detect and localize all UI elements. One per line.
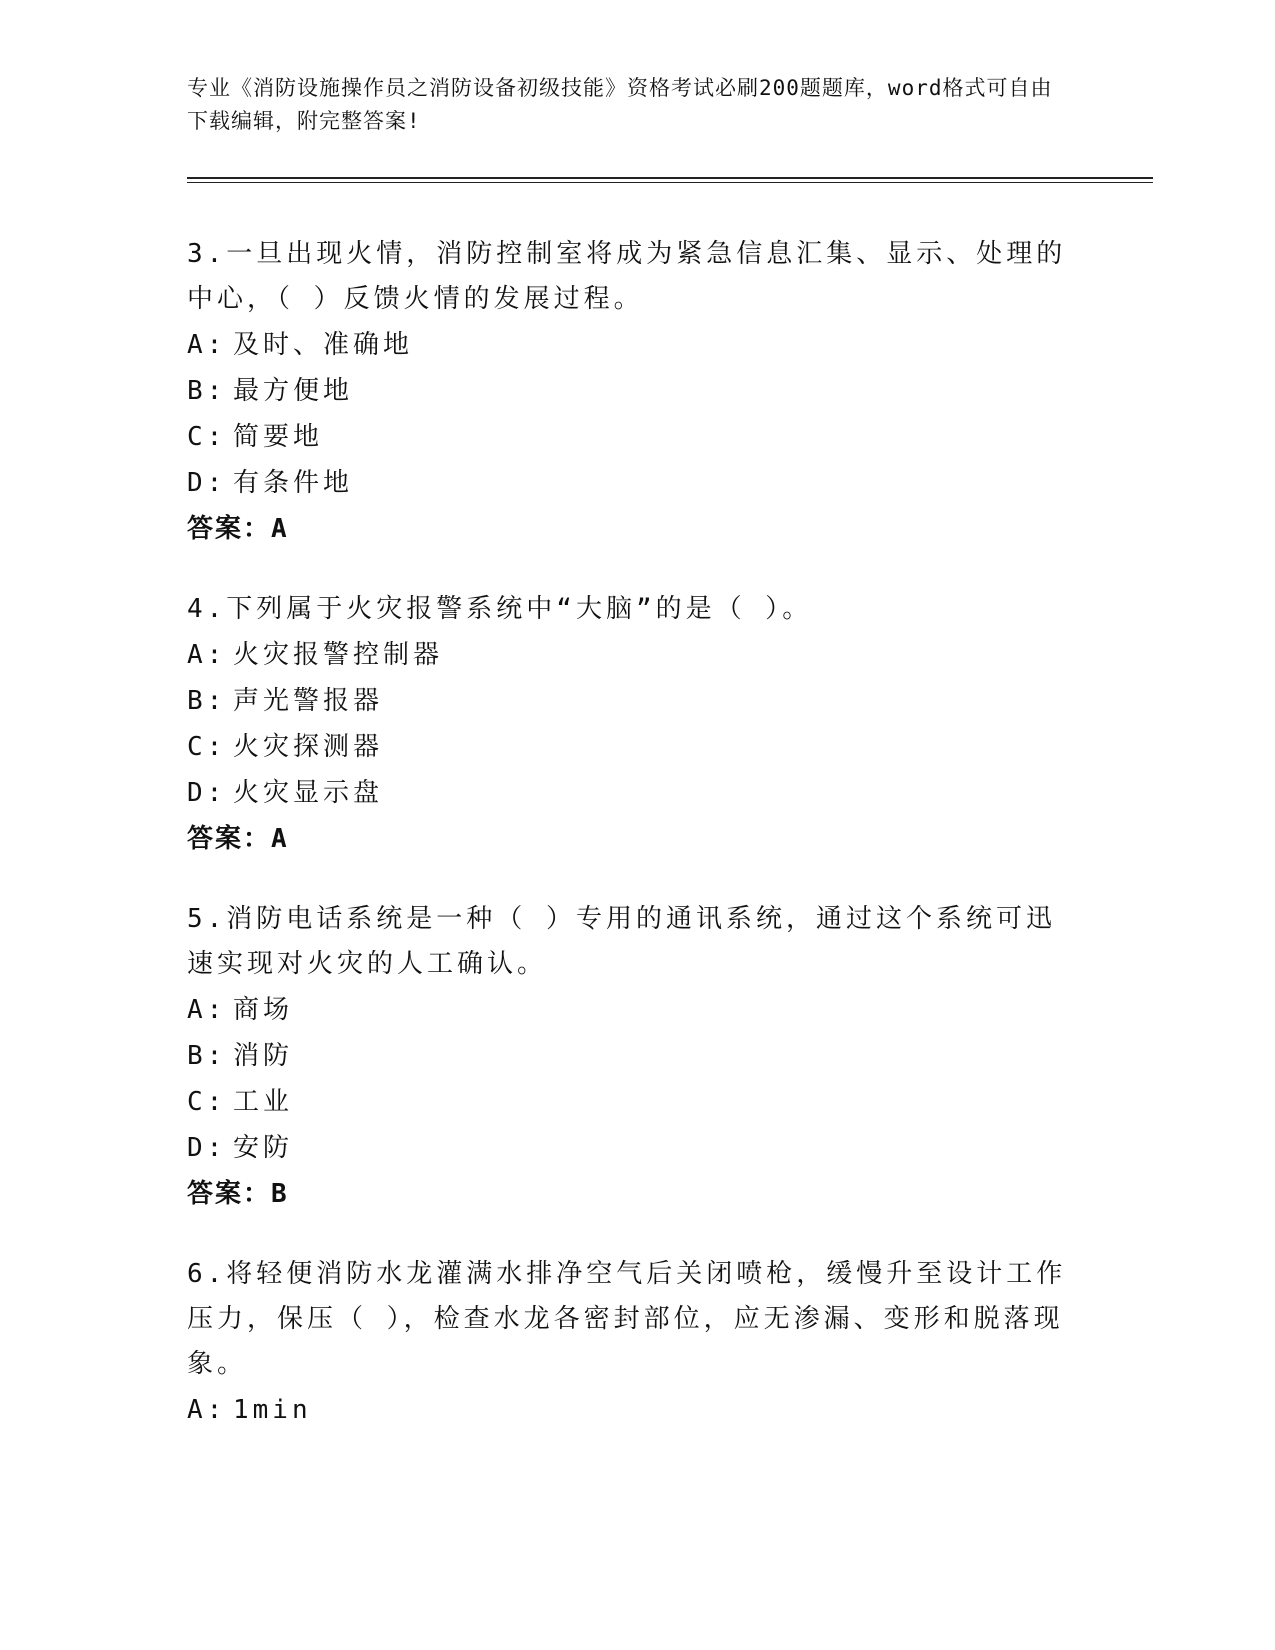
option-key: C: <box>187 732 227 762</box>
option-key: B: <box>187 1041 227 1071</box>
option-c <box>187 1079 1067 1125</box>
option-key: A: <box>187 995 227 1025</box>
option-key: B: <box>187 686 227 716</box>
option-a <box>187 632 1067 678</box>
option-d <box>187 770 1067 816</box>
option-key: B: <box>187 376 227 406</box>
option-text: 火灾报警控制器 <box>233 640 444 670</box>
option-b <box>187 1033 1067 1079</box>
option-a <box>187 322 1067 368</box>
question-stem: 6.将轻便消防水龙灌满水排净空气后关闭喷枪，缓慢升至设计工作压力，保压（ ），检查水龙各密封部位，应无渗漏、变形和脱落现象。 <box>187 1259 1067 1379</box>
option-d <box>187 1125 1067 1171</box>
option-text: 有条件地 <box>233 468 354 498</box>
document-header: 专业《消防设施操作员之消防设备初级技能》资格考试必刷200题题库，word格式可自由下载编辑，附完整答案! <box>187 76 1053 133</box>
option-key: A: <box>187 1395 227 1425</box>
option-b <box>187 678 1067 724</box>
option-text: 火灾探测器 <box>233 732 384 762</box>
answer-label: 答案：A <box>187 824 289 854</box>
option-text: 商场 <box>233 995 294 1025</box>
option-text: 消防 <box>233 1041 294 1071</box>
answer-label: 答案：B <box>187 1179 289 1209</box>
option-key: D: <box>187 1133 227 1163</box>
question-stem: 5.消防电话系统是一种（ ）专用的通讯系统，通过这个系统可迅速实现对火灾的人工确认。 <box>187 904 1056 979</box>
option-key: C: <box>187 1087 227 1117</box>
option-key: A: <box>187 640 227 670</box>
option-text: 火灾显示盘 <box>233 778 384 808</box>
option-text: 及时、准确地 <box>233 330 414 360</box>
option-d <box>187 460 1067 506</box>
question-4 <box>187 587 1067 862</box>
option-a <box>187 987 1067 1033</box>
option-text: 最方便地 <box>233 376 354 406</box>
option-text: 1min <box>233 1395 312 1425</box>
question-6 <box>187 1252 1067 1433</box>
question-3 <box>187 232 1067 552</box>
option-c <box>187 414 1067 460</box>
question-5 <box>187 897 1067 1217</box>
option-b <box>187 368 1067 414</box>
option-text: 安防 <box>233 1133 294 1163</box>
option-key: D: <box>187 778 227 808</box>
option-key: D: <box>187 468 227 498</box>
option-key: A: <box>187 330 227 360</box>
option-text: 工业 <box>233 1087 294 1117</box>
option-text: 简要地 <box>233 422 324 452</box>
question-stem: 3.一旦出现火情，消防控制室将成为紧急信息汇集、显示、处理的中心，（ ）反馈火情的发展过程。 <box>187 239 1067 314</box>
question-list <box>187 232 1067 1468</box>
answer-label: 答案：A <box>187 514 289 544</box>
option-c <box>187 724 1067 770</box>
header-divider-thin <box>187 182 1153 183</box>
header-divider-thick <box>187 177 1153 179</box>
option-text: 声光警报器 <box>233 686 384 716</box>
question-stem: 4.下列属于火灾报警系统中“大脑”的是（ ）。 <box>187 594 813 624</box>
option-key: C: <box>187 422 227 452</box>
option-a <box>187 1387 1067 1433</box>
